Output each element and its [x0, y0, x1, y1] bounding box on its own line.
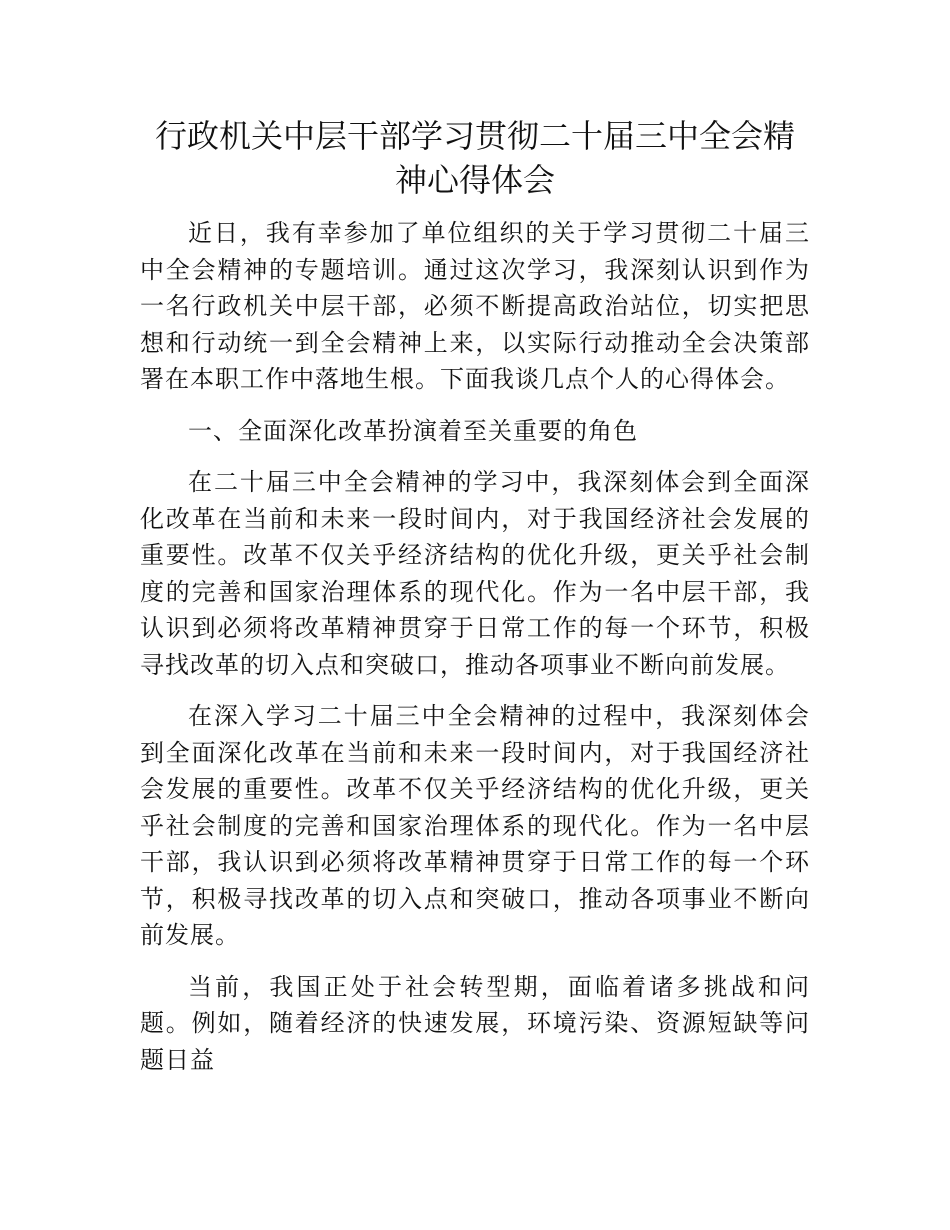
paragraph-2: 在二十届三中全会精神的学习中，我深刻体会到全面深化改革在当前和未来一段时间内，对于我国经济社会发展的重要性。改革不仅关乎经济结构的优化升级，更关乎社会制度的完善和国家治理体系的现代化。作为一名中层干部，我认识到必须将改革精神贯穿于日常工作的每一个环节，积极寻找改革的切入点和突破口，推动各项事业不断向前发展。 — [140, 468, 810, 679]
paragraph-intro: 近日，我有幸参加了单位组织的关于学习贯彻二十届三中全会精神的专题培训。通过这次学习，我深刻认识到作为一名行政机关中层干部，必须不断提高政治站位，切实把思想和行动统一到全会精神上来，以实际行动推动全会决策部署在本职工作中落地生根。下面我谈几点个人的心得体会。 — [140, 219, 810, 393]
document-title: 行政机关中层干部学习贯彻二十届三中全会精神心得体会 — [154, 117, 795, 199]
paragraph-4: 当前，我国正处于社会转型期，面临着诸多挑战和问题。例如，随着经济的快速发展，环境污染、资源短缺等问题日益 — [140, 972, 810, 1074]
document-body — [140, 215, 810, 1093]
paragraph-3: 在深入学习二十届三中全会精神的过程中，我深刻体会到全面深化改革在当前和未来一段时间内，对于我国经济社会发展的重要性。改革不仅关乎经济结构的优化升级，更关乎社会制度的完善和国家治理体系的现代化。作为一名中层干部，我认识到必须将改革精神贯穿于日常工作的每一个环节，积极寻找改革的切入点和突破口，推动各项事业不断向前发展。 — [140, 702, 810, 949]
section-heading-1: 一、全面深化改革扮演着至关重要的角色 — [188, 416, 638, 445]
